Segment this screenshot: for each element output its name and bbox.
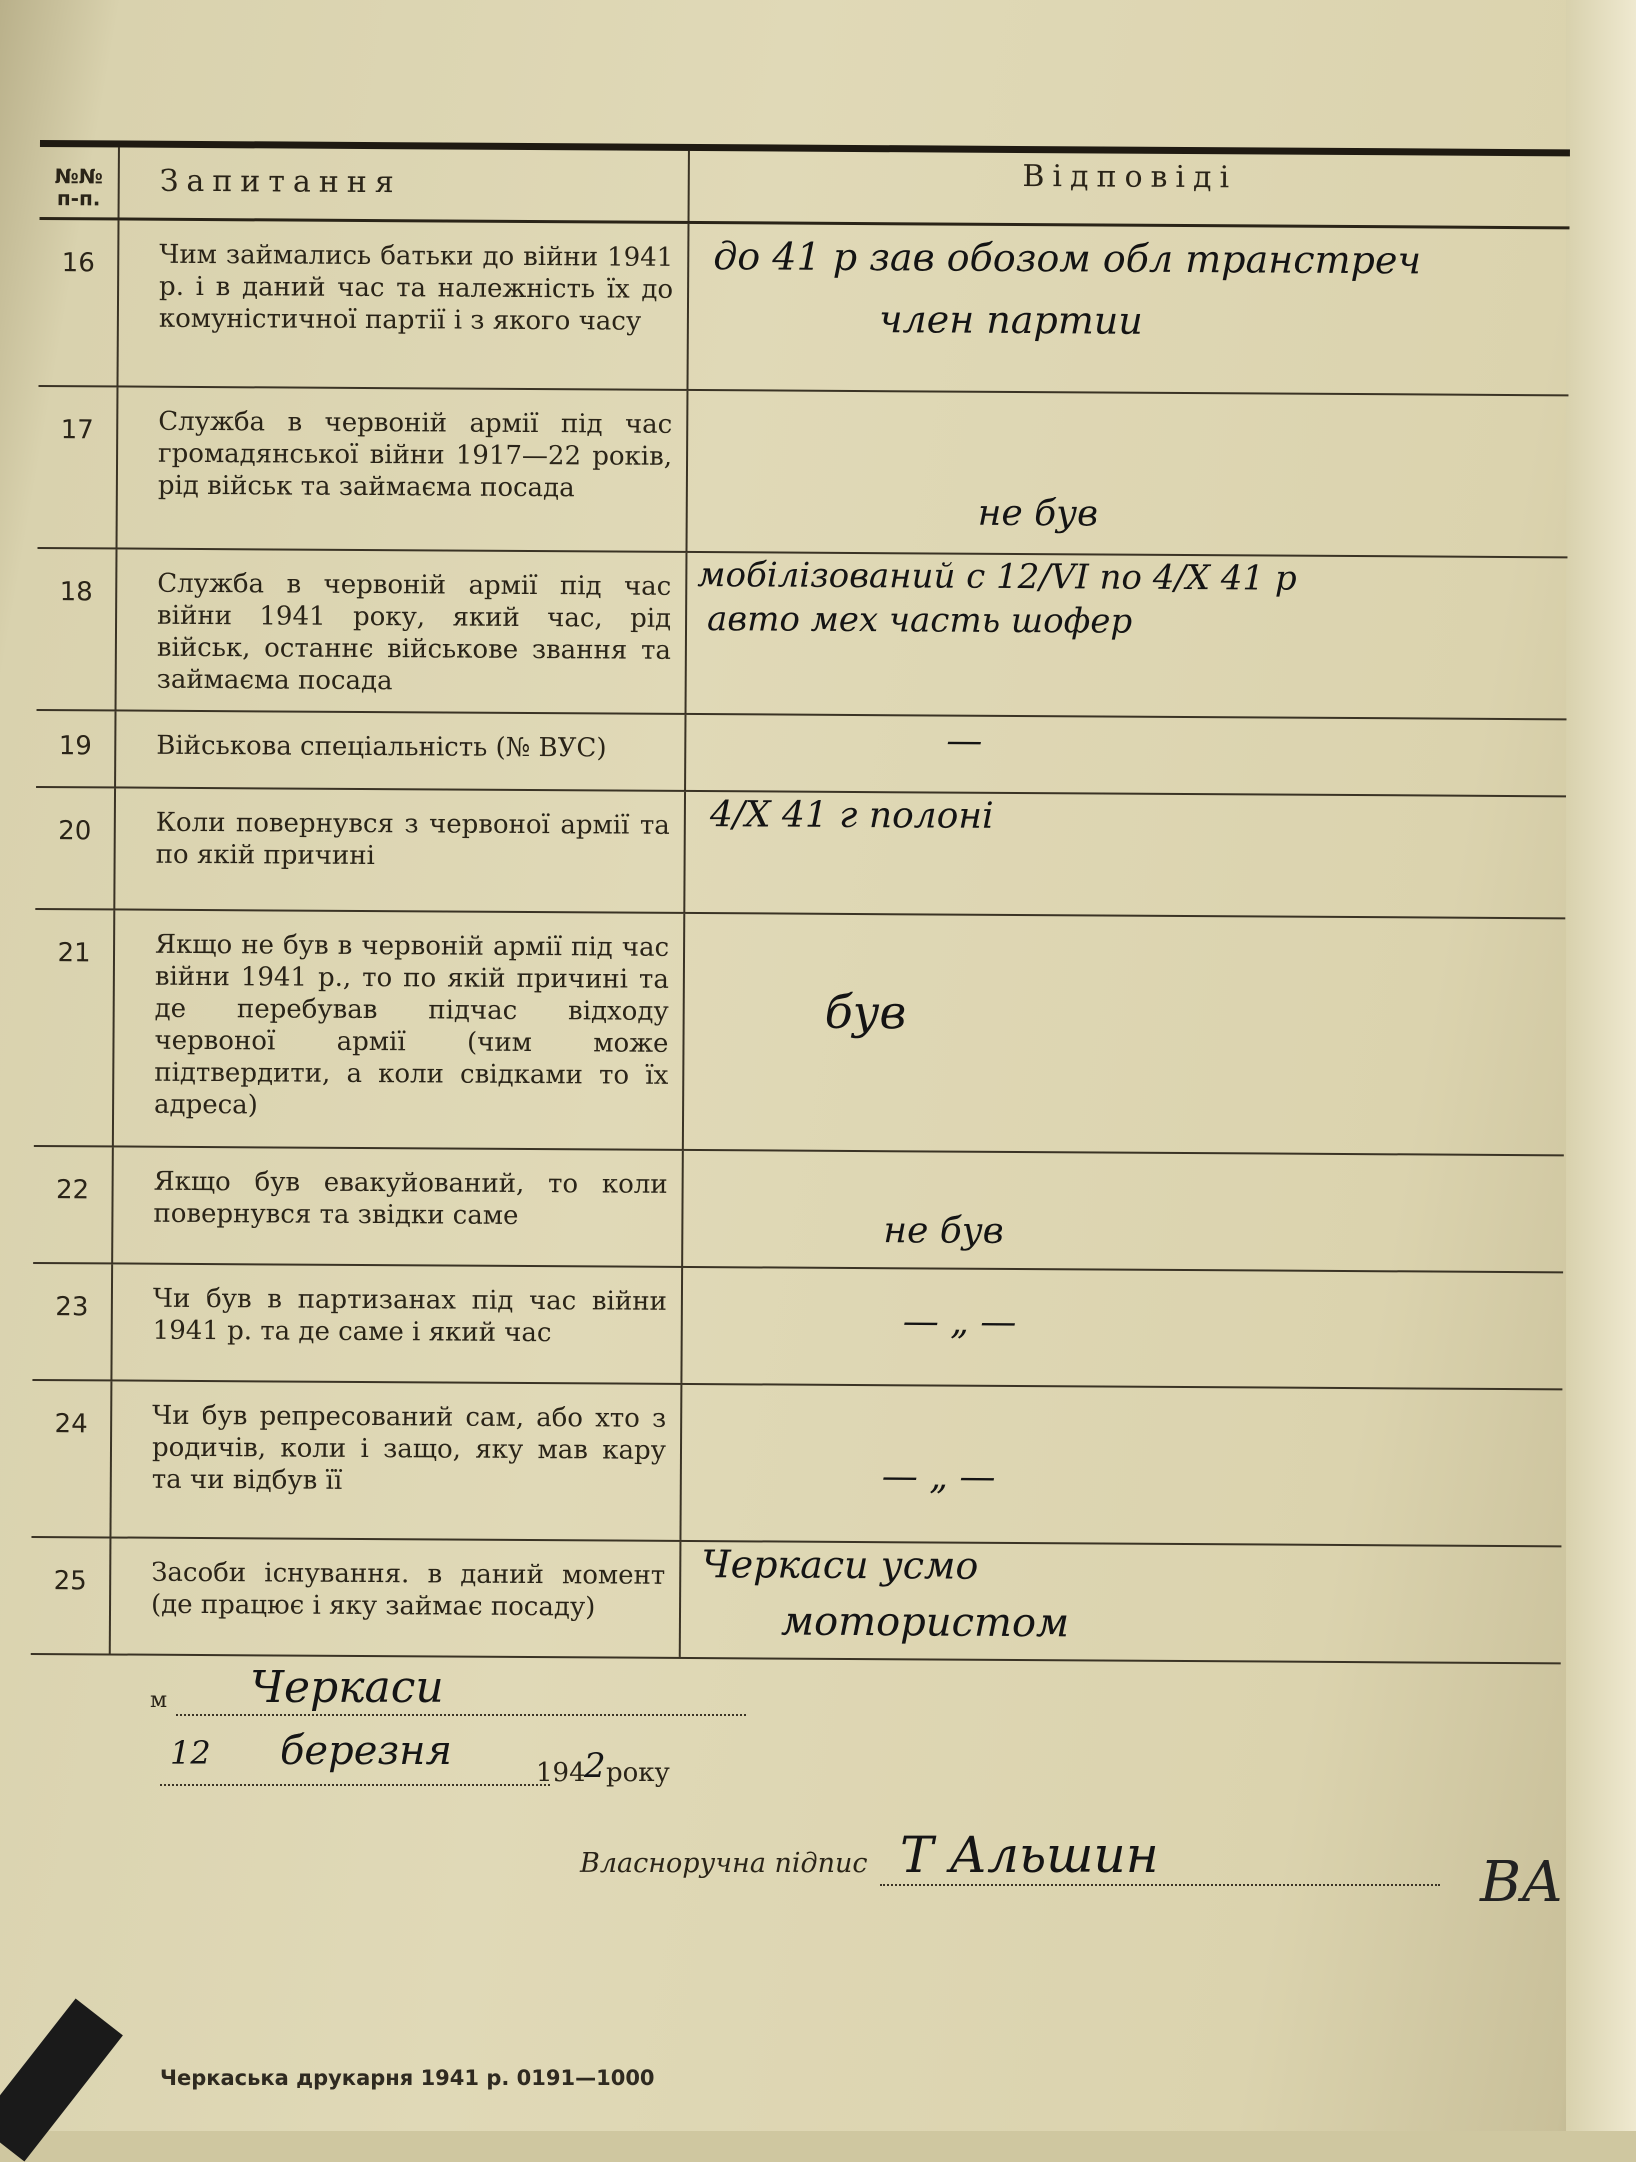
answer-line: Черкаси усмо [701, 1542, 979, 1588]
row-number: 18 [37, 549, 118, 709]
answer-line: був [824, 984, 907, 1040]
answer-line: мобілізований с 12/VI по 4/X 41 р [697, 555, 1297, 599]
row-number: 19 [36, 711, 116, 786]
header-number: №№ п-п. [40, 147, 120, 217]
row-question: Чи був репресований сам, або хто з родичів, коли і защо, яку мав кару та чи відбув її [111, 1381, 682, 1539]
table-row [31, 1381, 1562, 1547]
row-answer [687, 553, 1568, 718]
row-answer [688, 391, 1569, 556]
row-answer [682, 1268, 1563, 1388]
place-value: Черкаси [250, 1662, 444, 1713]
place-prefix: м [150, 1688, 168, 1713]
header-answer: Відповіді [1022, 159, 1238, 196]
table-row [32, 1264, 1563, 1390]
row-question: Військова спеціальність (№ ВУС) [116, 711, 686, 789]
answer-line: — [946, 720, 983, 762]
row-answer [684, 914, 1565, 1154]
table-row [38, 220, 1569, 396]
date-line [160, 1784, 550, 1786]
row-number: 16 [39, 220, 120, 385]
row-question: Служба в червоній армії під час громадянської війни 1917—22 років, рід військ та займаєма посада [118, 387, 689, 550]
table-row [31, 1538, 1562, 1664]
answer-line: не був [883, 1210, 1004, 1252]
table-header [40, 147, 1570, 229]
table-row [36, 711, 1566, 797]
table-row [37, 549, 1568, 720]
row-answer [683, 1151, 1564, 1271]
answer-line: 4/X 41 г полоні [709, 794, 994, 837]
date-day: 12 [170, 1734, 211, 1772]
answer-line: — „ — [902, 1301, 1017, 1343]
answer-line: не був [977, 492, 1099, 535]
row-number: 22 [33, 1147, 114, 1262]
signature-label: Власноручна підпис [580, 1848, 868, 1879]
row-question: Якщо був евакуйований, то коли повернувся та звідки саме [113, 1147, 684, 1265]
row-question: Засоби існування. в даний момент (де працює і яку займає посаду) [111, 1538, 682, 1656]
header-question: Запитання [120, 147, 690, 220]
row-number: 20 [35, 788, 116, 908]
initials: ВА [1480, 1850, 1564, 1915]
answer-line: член партии [878, 297, 1143, 343]
table-row [35, 788, 1566, 919]
signature-line [880, 1884, 1440, 1886]
table-row [34, 910, 1565, 1156]
answer-line: до 41 р зав обозом обл транстреч [713, 234, 1422, 283]
row-number: 25 [31, 1538, 112, 1653]
answer-line: мотористом [780, 1598, 1070, 1647]
row-question: Служба в червоній армії під час війни 1941 року, який час, рід військ, останнє військове звання та займаєма посада [117, 549, 688, 712]
row-answer [688, 224, 1569, 394]
row-question: Чи був в партизанах під час війни 1941 р. та де саме і який час [112, 1264, 683, 1382]
row-question: Коли повернувся з червоної армії та по якій причині [115, 788, 686, 911]
page-edge [1566, 0, 1636, 2131]
row-number: 23 [32, 1264, 113, 1379]
row-answer [685, 792, 1566, 917]
questionnaire-table [31, 140, 1570, 1664]
row-answer [681, 1385, 1562, 1545]
table-row [33, 1147, 1564, 1273]
place-line [176, 1714, 746, 1716]
year-suffix: року [606, 1758, 670, 1788]
row-question: Якщо не був в червоній армії під час війни 1941 р., то по якій причині та де перебував підчас відходу червоної армії (чим може підтвердити, а коли свідками то їх адреса) [114, 910, 685, 1148]
row-question: Чим займались батьки до війни 1941 р. і в даний час та належність їх до комуністичної партії і з якого часу [119, 220, 690, 388]
year-hand: 2 [584, 1746, 606, 1786]
row-number: 24 [31, 1381, 112, 1536]
date-month: березня [280, 1728, 453, 1774]
signature: Т Альшин [900, 1826, 1159, 1884]
row-answer [681, 1542, 1562, 1662]
row-number: 17 [38, 387, 119, 547]
answer-line: — „ — [881, 1456, 996, 1498]
row-number: 21 [34, 910, 115, 1145]
printer-imprint: Черкаська друкарня 1941 р. 0191—1000 [160, 2066, 655, 2090]
table-row [38, 387, 1569, 558]
answer-line: авто мех часть шофер [706, 599, 1133, 642]
year-printed: 194 [536, 1758, 586, 1788]
row-answer [686, 715, 1566, 795]
